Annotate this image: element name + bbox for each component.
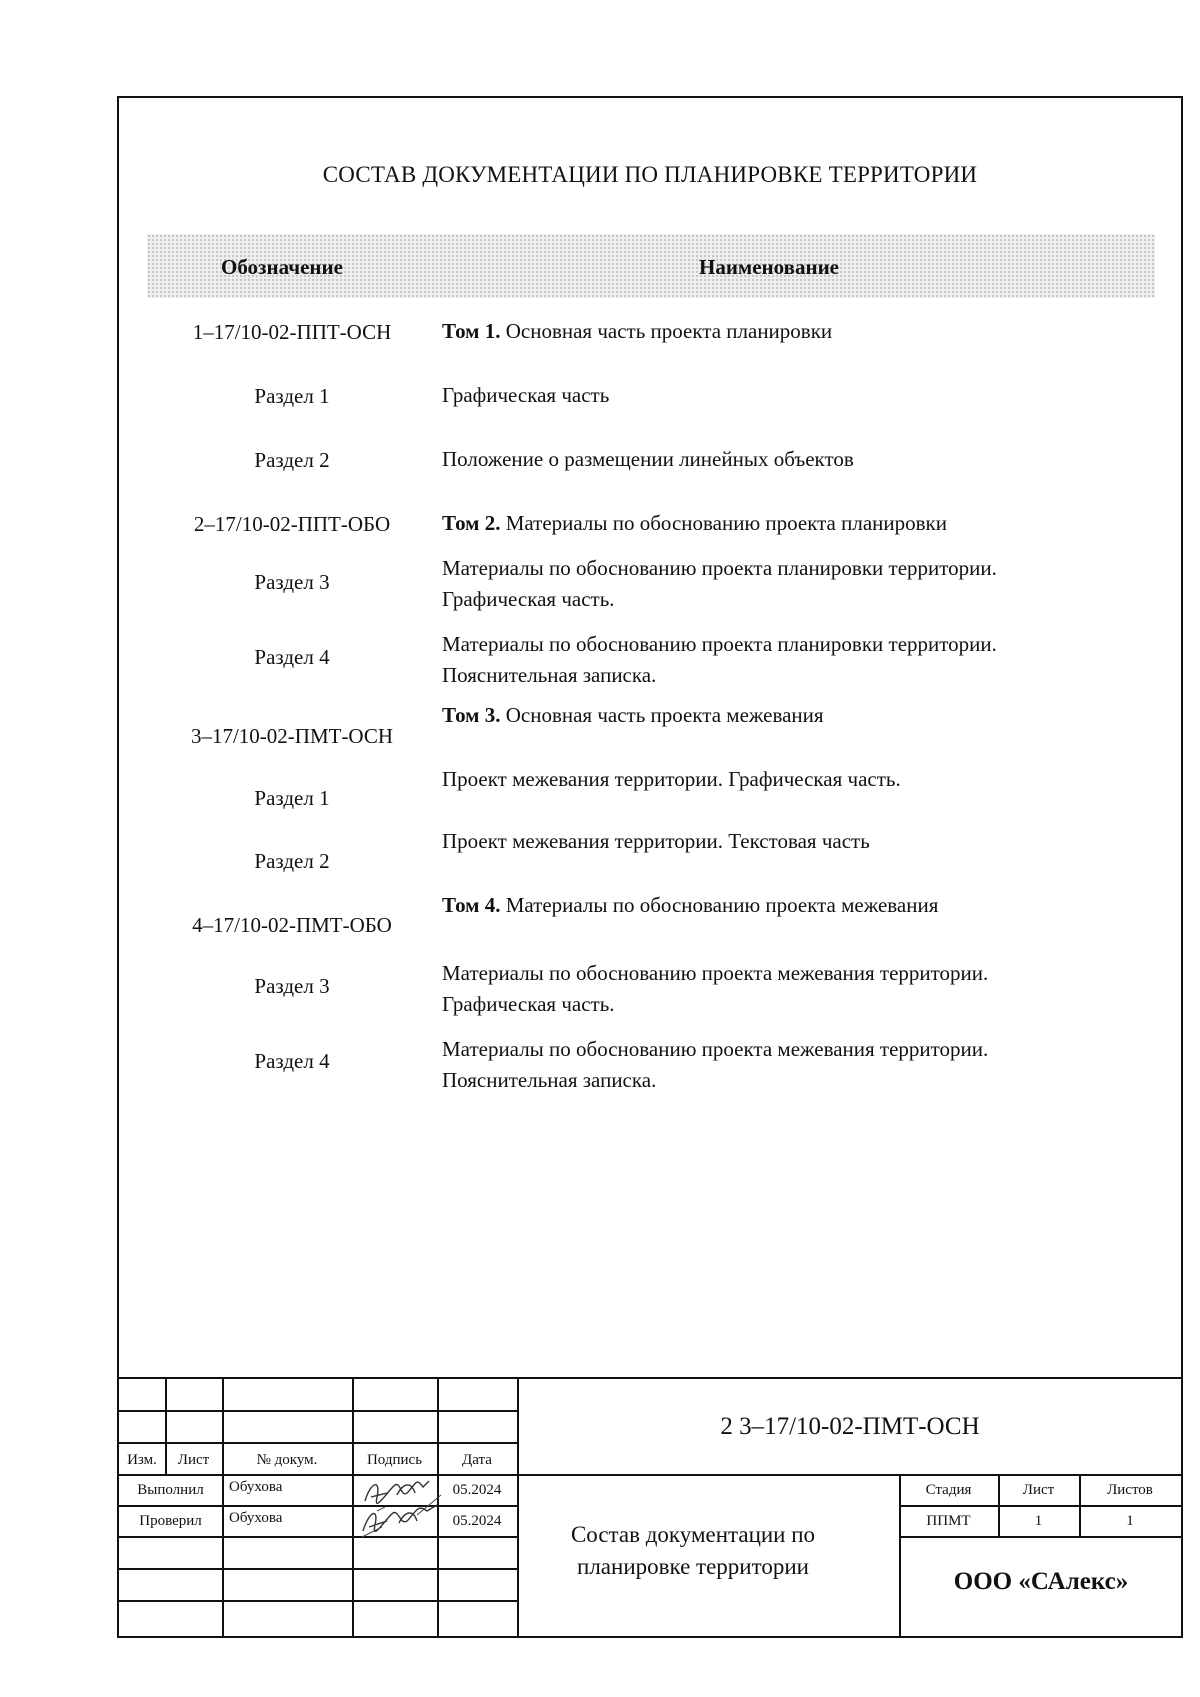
table-header — [147, 234, 1155, 298]
row-name: Проект межевания территории. Графическая часть. — [442, 767, 901, 791]
row-code: Раздел 2 — [254, 849, 330, 873]
row-code: 4–17/10-02-ПМТ-ОБО — [192, 913, 392, 937]
row-code: Раздел 3 — [254, 570, 330, 594]
row-name: Материалы по обоснованию проекта планировки территории. Пояснительная записка. — [442, 632, 997, 687]
title-block — [119, 1377, 1181, 1636]
stamp-line — [119, 1474, 517, 1476]
row-code: Раздел 3 — [254, 974, 330, 998]
row-code: Раздел 1 — [254, 384, 330, 408]
row-name: Том 1. Основная часть проекта планировки — [442, 319, 833, 343]
stamp-line — [899, 1536, 1181, 1538]
col-list: Лист — [177, 1452, 210, 1468]
page-title: СОСТАВ ДОКУМЕНТАЦИИ ПО ПЛАНИРОВКЕ ТЕРРИТОРИИ — [322, 162, 978, 187]
row-code: 1–17/10-02-ППТ-ОСН — [192, 320, 392, 344]
header-name: Наименование — [699, 255, 839, 279]
col-sign: Подпись — [366, 1452, 423, 1468]
row-code: Раздел 1 — [254, 786, 330, 810]
row-code: Раздел 4 — [254, 645, 330, 669]
checked-date: 05.2024 — [452, 1513, 502, 1529]
stamp-line — [222, 1379, 224, 1636]
stage-label: Стадия — [925, 1482, 972, 1498]
performed-label: Выполнил — [137, 1482, 204, 1498]
stamp-line — [119, 1568, 517, 1570]
document-description: Состав документации по планировке территории — [570, 1522, 816, 1579]
checked-label: Проверил — [139, 1513, 202, 1529]
performed-date: 05.2024 — [452, 1482, 502, 1498]
stamp-line — [352, 1379, 354, 1636]
stamp-line — [119, 1536, 517, 1538]
col-izm: Изм. — [127, 1452, 157, 1468]
stamp-line — [119, 1505, 517, 1507]
sheet-value: 1 — [1034, 1513, 1043, 1529]
row-code: 3–17/10-02-ПМТ-ОСН — [190, 724, 394, 748]
row-name: Материалы по обоснованию проекта межевания территории. Графическая часть. — [442, 961, 989, 1016]
stamp-line — [899, 1505, 1181, 1507]
row-name: Том 2. Материалы по обоснованию проекта планировки — [442, 511, 947, 535]
signature-scribble — [357, 1471, 447, 1543]
row-code: Раздел 4 — [254, 1049, 330, 1073]
performed-name: Обухова — [229, 1479, 283, 1495]
row-name: Материалы по обоснованию проекта планировки территории. Графическая часть. — [442, 556, 997, 611]
organization-name: ООО «САлекс» — [953, 1568, 1129, 1595]
stamp-line — [119, 1442, 517, 1444]
row-code: 2–17/10-02-ППТ-ОБО — [193, 512, 391, 536]
col-date: Дата — [462, 1452, 492, 1468]
sheets-value: 1 — [1126, 1513, 1134, 1529]
document-sheet — [117, 96, 1183, 1638]
row-name: Материалы по обоснованию проекта межевания территории. Пояснительная записка. — [442, 1037, 989, 1092]
sheets-label: Листов — [1107, 1482, 1153, 1498]
sheet-label: Лист — [1022, 1482, 1055, 1498]
header-code: Обозначение — [221, 255, 343, 279]
row-name: Положение о размещении линейных объектов — [442, 447, 854, 471]
row-name: Графическая часть — [442, 383, 610, 407]
row-name: Проект межевания территории. Текстовая часть — [442, 829, 870, 853]
row-name: Том 4. Материалы по обоснованию проекта межевания — [442, 893, 939, 917]
col-doc: № докум. — [256, 1452, 318, 1468]
row-name: Том 3. Основная часть проекта межевания — [442, 703, 824, 727]
checked-name: Обухова — [229, 1510, 283, 1526]
stamp-line — [119, 1600, 517, 1602]
stamp-line — [517, 1474, 1181, 1476]
stage-value: ППМТ — [926, 1513, 971, 1529]
document-code: 2 3–17/10-02-ПМТ-ОСН — [720, 1413, 980, 1440]
stamp-line — [119, 1410, 517, 1412]
row-code: Раздел 2 — [254, 448, 330, 472]
